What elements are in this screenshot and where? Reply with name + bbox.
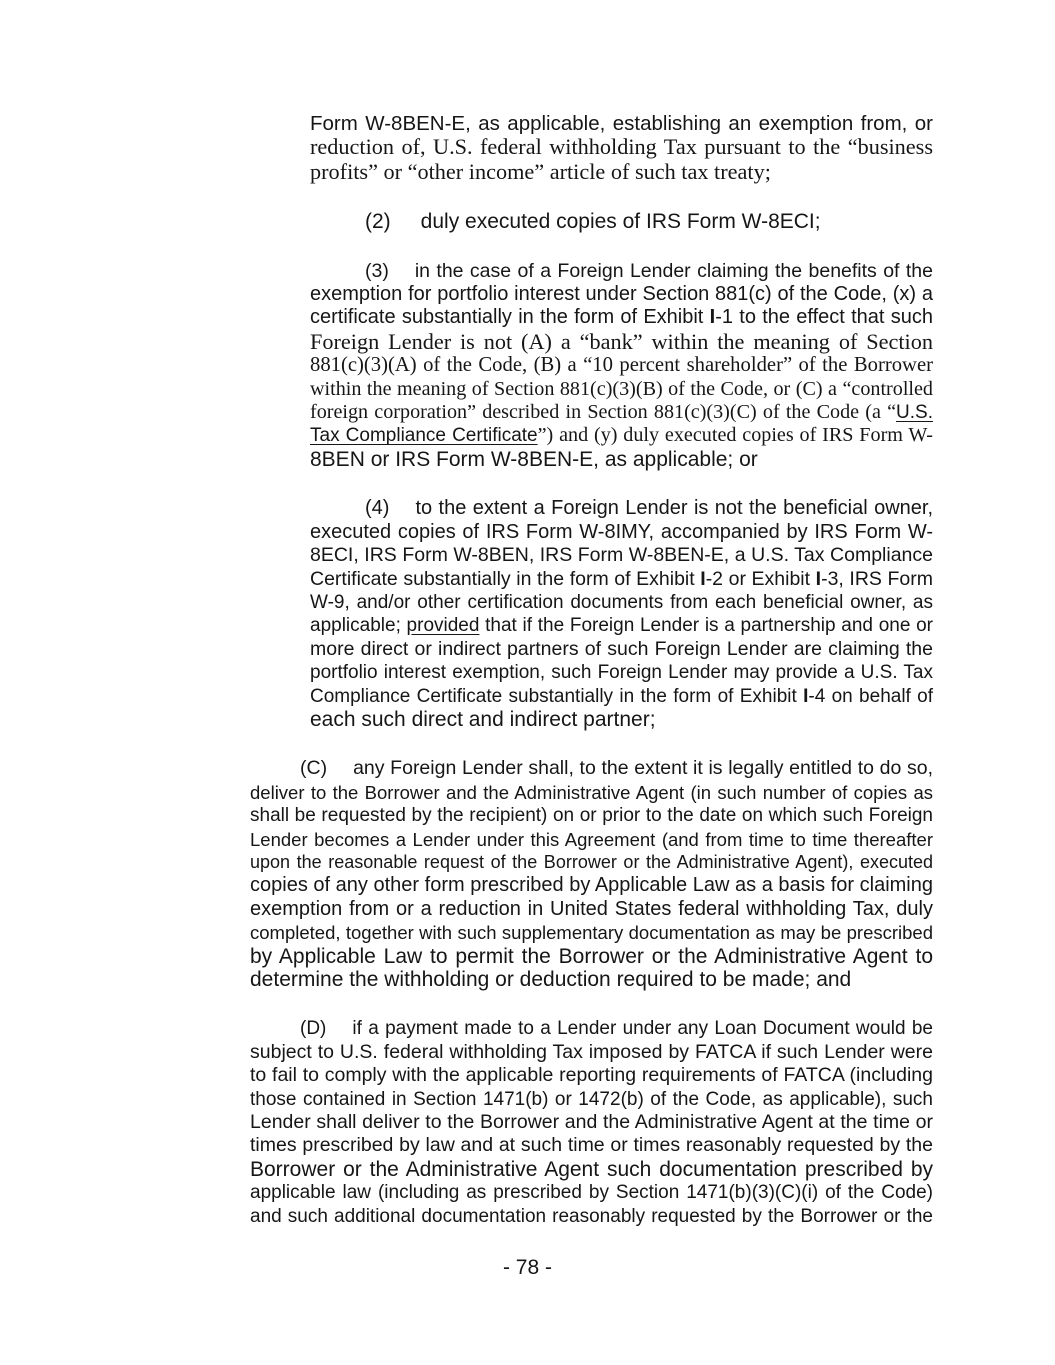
text-segment: -2 or Exhibit — [705, 567, 816, 590]
text-line — [250, 921, 933, 944]
text-line — [250, 898, 933, 921]
text-segment: -4 on behalf of — [808, 685, 933, 707]
text-segment: times prescribed by law and at such time or times reasonably requested by the — [250, 1134, 933, 1157]
paragraph-clause-3 — [310, 260, 933, 472]
tab-spacer — [310, 513, 365, 514]
text-segment: foreign corporation” described in Section 881(c)(3)(C) of the Code (a “ — [310, 401, 897, 424]
text-segment: duly executed copies of IRS Form W-8ECI; — [420, 210, 821, 234]
page-number: - 78 - — [502, 1256, 552, 1279]
text-line — [250, 1134, 933, 1157]
text-line — [310, 210, 933, 233]
text-line — [250, 1158, 933, 1181]
text-line — [310, 424, 933, 447]
text-segment: applicable; — [310, 615, 407, 637]
text-segment: (C) — [300, 757, 328, 780]
text-segment: to fail to comply with the applicable reporting requirements of FATCA (including — [250, 1064, 933, 1087]
text-line — [310, 521, 933, 544]
text-line — [310, 354, 933, 377]
text-segment: W-9, and/or other certification documents from each beneficial owner, as — [310, 591, 933, 613]
text-line — [250, 757, 933, 780]
tab-spacer — [326, 1033, 352, 1034]
text-line — [310, 260, 933, 283]
text-line — [250, 851, 933, 874]
text-line — [310, 544, 933, 567]
text-line — [250, 1181, 933, 1204]
text-segment: reduction of, U.S. federal withholding Tax pursuant to the “business — [310, 134, 933, 160]
text-segment: portfolio interest exemption, such Foreign Lender may provide a U.S. Tax — [310, 662, 933, 684]
paragraph-clause-2 — [310, 210, 933, 233]
tab-spacer — [389, 276, 415, 277]
tab-spacer — [250, 1033, 300, 1034]
text-segment: (D) — [300, 1018, 327, 1040]
text-line — [310, 591, 933, 614]
text-segment: Compliance Certificate substantially in the form of Exhibit — [310, 685, 804, 707]
text-line — [310, 708, 933, 731]
text-line — [310, 112, 933, 135]
text-segment: ”) and (y) duly executed copies of IRS Form W- — [537, 424, 933, 447]
text-segment: to the extent a Foreign Lender is not the beneficial owner, — [415, 497, 933, 520]
text-segment: executed copies of IRS Form W-8IMY, accompanied by IRS Form W- — [310, 520, 933, 543]
text-segment: those contained in Section 1471(b) or 1472(b) of the Code, as applicable), such — [250, 1088, 933, 1110]
text-segment: Borrower or the Administrative Agent such documentation prescribed by — [250, 1157, 933, 1181]
text-line — [310, 378, 933, 401]
tab-spacer — [389, 513, 415, 514]
text-segment: Form W-8BEN-E, as applicable, establishing an exemption from, or — [310, 112, 933, 135]
text-segment: I — [709, 306, 716, 329]
text-segment: exemption for portfolio interest under Section 881(c) of the Code, (x) a — [310, 283, 933, 306]
text-line — [250, 945, 933, 968]
text-line — [310, 401, 933, 424]
tab-spacer — [327, 773, 353, 774]
text-segment: certificate substantially in the form of Exhibit — [310, 306, 710, 329]
text-segment: within the meaning of Section 881(c)(3)(B) of the Code, or (C) a “controlled — [310, 377, 933, 400]
text-line — [250, 1205, 933, 1228]
paragraph-clause-1-continuation — [310, 112, 933, 184]
text-segment: I — [700, 567, 706, 590]
text-segment: I — [815, 567, 822, 590]
text-segment: deliver to the Borrower and the Administrative Agent (in such number of copies as — [250, 781, 933, 803]
text-segment: I — [803, 685, 809, 707]
text-segment: if a payment made to a Lender under any Loan Document would be — [352, 1018, 933, 1040]
text-line — [250, 1017, 933, 1040]
text-line — [310, 448, 933, 471]
text-line — [310, 283, 933, 306]
text-segment: determine the withholding or deduction required to be made; and — [250, 968, 852, 991]
text-segment: and such additional documentation reasonably requested by the Borrower or the — [250, 1205, 933, 1227]
text-line — [250, 968, 933, 991]
text-line — [310, 135, 933, 159]
text-line — [250, 1041, 933, 1064]
text-segment: subject to U.S. federal withholding Tax imposed by FATCA if such Lender were — [250, 1040, 933, 1063]
text-line — [250, 828, 933, 851]
text-line — [250, 874, 933, 897]
text-line — [250, 804, 933, 827]
text-segment: upon the reasonable request of the Borrower or the Administrative Agent), executed — [250, 851, 933, 872]
text-segment: Lender becomes a Lender under this Agreement (and from time to time thereafter — [250, 828, 933, 850]
text-segment: any Foreign Lender shall, to the extent it is legally entitled to do so, — [353, 757, 933, 780]
text-segment: Certificate substantially in the form of Exhibit — [310, 567, 701, 590]
text-segment: completed, together with such supplementary documentation as may be prescribed — [250, 922, 933, 944]
tab-spacer — [250, 773, 300, 774]
paragraph-clause-C — [250, 757, 933, 991]
text-segment: (2) — [365, 210, 391, 234]
text-line — [310, 330, 933, 354]
text-line — [310, 614, 933, 637]
text-line — [310, 160, 933, 184]
text-segment: exemption from or a reduction in United States federal withholding Tax, duly — [250, 897, 933, 920]
text-segment: Tax Compliance Certificate — [310, 425, 538, 447]
text-segment: 8BEN or IRS Form W-8BEN-E, as applicable; or — [310, 447, 758, 471]
text-segment: Foreign Lender is not (A) a “bank” within the meaning of Section — [310, 328, 933, 354]
tab-spacer — [310, 276, 365, 277]
tab-spacer — [310, 227, 365, 228]
text-line — [310, 661, 933, 684]
text-segment: each such direct and indirect partner; — [310, 707, 656, 731]
text-line — [310, 568, 933, 591]
document-content — [250, 112, 933, 1254]
text-line — [250, 781, 933, 804]
text-segment: applicable law (including as prescribed by Section 1471(b)(3)(C)(i) of the Code) — [250, 1182, 933, 1204]
text-segment: -1 to the effect that such — [715, 306, 933, 329]
text-segment: shall be requested by the recipient) on or prior to the date on which such Foreign — [250, 805, 933, 827]
text-segment: U.S. — [896, 402, 933, 424]
text-line — [250, 1111, 933, 1134]
text-segment: provided — [406, 615, 480, 637]
paragraph-clause-D — [250, 1017, 933, 1228]
text-segment: (4) — [365, 497, 390, 520]
text-segment: 881(c)(3)(A) of the Code, (B) a “10 percent shareholder” of the Borrower — [310, 354, 933, 377]
text-segment: that if the Foreign Lender is a partnership and one or — [479, 615, 933, 637]
text-segment: by Applicable Law to permit the Borrower or the Administrative Agent to — [250, 944, 933, 968]
text-line — [310, 685, 933, 708]
tab-spacer — [391, 227, 421, 228]
text-segment: 8ECI, IRS Form W-8BEN, IRS Form W-8BEN-E, a U.S. Tax Compliance — [310, 544, 933, 567]
text-segment: in the case of a Foreign Lender claiming the benefits of the — [414, 259, 933, 282]
text-line — [310, 497, 933, 520]
text-line — [250, 1088, 933, 1111]
text-line — [250, 1064, 933, 1087]
text-segment: -3, IRS Form — [821, 567, 934, 590]
text-line — [310, 638, 933, 661]
text-segment: copies of any other form prescribed by Applicable Law as a basis for claiming — [250, 874, 933, 897]
text-line — [310, 306, 933, 329]
text-segment: Lender shall deliver to the Borrower and the Administrative Agent at the time or — [250, 1111, 933, 1134]
text-segment: profits” or “other income” article of such tax treaty; — [310, 158, 771, 184]
text-segment: (3) — [365, 259, 389, 282]
text-segment: more direct or indirect partners of such Foreign Lender are claiming the — [310, 637, 933, 660]
paragraph-clause-4 — [310, 497, 933, 731]
